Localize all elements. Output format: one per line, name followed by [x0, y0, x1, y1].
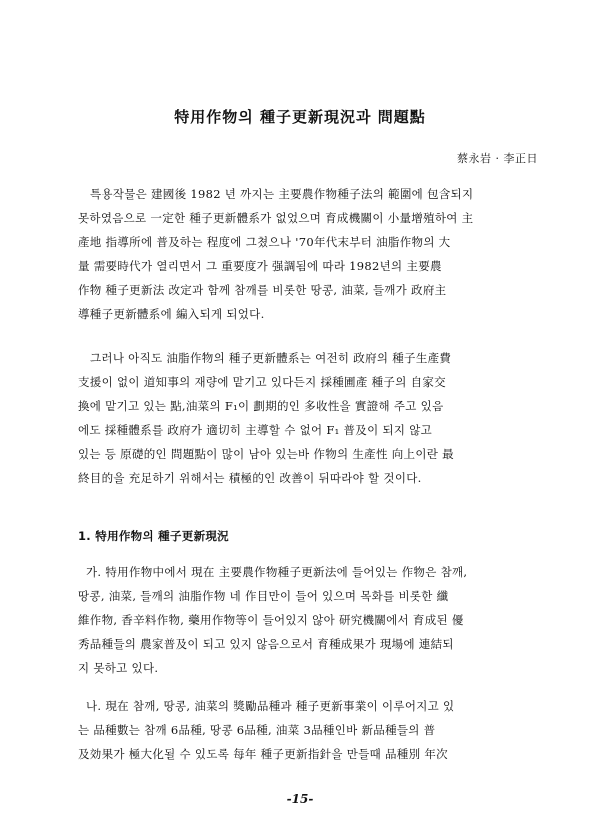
intro-paragraph-2	[78, 346, 534, 490]
section1-paragraph-ga	[78, 560, 534, 680]
text-line: 及効果가 極大化될 수 있도록 每年 種子更新指針을 만들때 品種別 年次	[78, 747, 448, 761]
text-line: 그러나 아직도 油脂作物의 種子更新體系는 여전히 政府의 種子生產費	[90, 351, 452, 365]
text-line: 終目的을 充足하기 위해서는 積極的인 改善이 뒤따라야 할 것이다.	[78, 471, 422, 485]
text-line: 維作物, 香辛料作物, 藥用作物等이 들어있지 않아 研究機關에서 育成된 優	[78, 613, 464, 627]
text-line: 못하였음으로 一定한 種子更新體系가 없었으며 育成機關이 小量增殖하여 主	[78, 211, 474, 225]
page-number: -15-	[286, 792, 314, 806]
text-line: 가. 特用作物中에서 現在 主要農作物種子更新法에 들어있는 作物은 참깨,	[86, 565, 468, 579]
text-line: 量 需要時代가 열리면서 그 重要度가 强調됨에 따라 1982년의 主要農	[78, 259, 442, 273]
paper-title: 特用作物의 種子更新現況과 問題點	[174, 108, 426, 126]
text-line: 換에 맡기고 있는 點,油菜의 F₁이 劃期的인 多收性을 實證해 주고 있음	[78, 399, 444, 413]
authors: 蔡永岩 · 李正日	[457, 152, 538, 165]
text-line: 는 品種數는 참깨 6品種, 땅콩 6品種, 油菜 3品種인바 新品種들의 普	[78, 723, 436, 737]
text-line: 특용작물은 建國後 1982 년 까지는 主要農作物種子法의 範圍에 包含되지	[90, 187, 474, 201]
text-line: 導種子更新體系에 編入되게 되었다.	[78, 307, 265, 321]
text-line: 땅콩, 油菜, 들깨의 油脂作物 네 作目만이 들어 있으며 목화를 비롯한 纖	[78, 589, 449, 603]
section1-paragraph-na	[78, 694, 534, 766]
intro-paragraph-1	[78, 182, 534, 326]
text-line: 에도 採種體系를 政府가 適切히 主導할 수 없어 F₁ 普及이 되지 않고	[78, 423, 433, 437]
text-line: 支援이 없이 道知事의 재량에 맡기고 있다든지 採種圃產 種子의 自家交	[78, 375, 446, 389]
text-line: 있는 등 原礎的인 問題點이 많이 남아 있는바 作物의 生產性 向上이란 最	[78, 447, 454, 461]
section-heading: 1. 特用作物의 種子更新現況	[78, 529, 229, 543]
text-line: 作物 種子更新法 改定과 함께 참깨를 비롯한 땅콩, 油菜, 들깨가 政府主	[78, 283, 447, 297]
text-line: 나. 現在 참깨, 땅콩, 油菜의 獎勵品種과 種子更新事業이 이루어지고 있	[86, 699, 455, 713]
text-line: 지 못하고 있다.	[78, 661, 159, 675]
text-line: 產地 指導所에 普及하는 程度에 그쳤으나 '70年代末부터 油脂作物의 大	[78, 235, 451, 249]
text-line: 秀品種들의 農家普及이 되고 있지 않음으로서 育種成果가 現場에 連結되	[78, 637, 454, 651]
